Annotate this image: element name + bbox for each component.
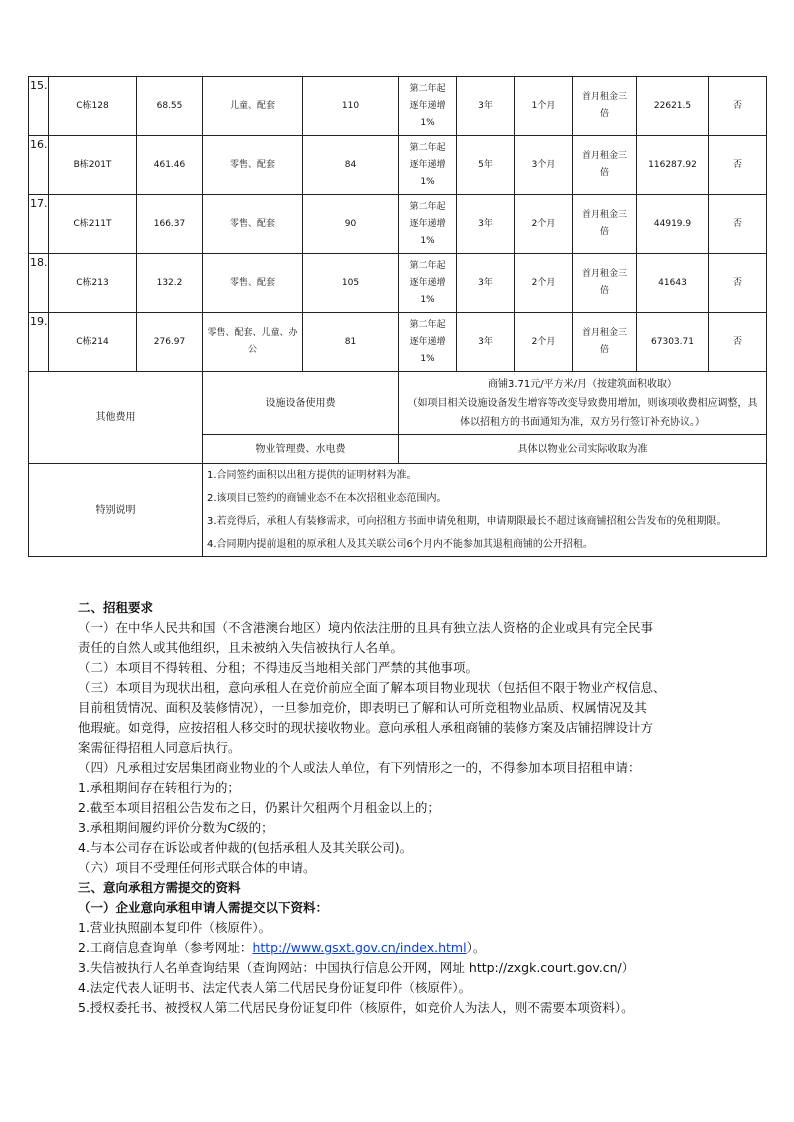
special-notes-row xyxy=(29,464,767,557)
list-item: 3.承租期间履约评价分数为C级的； xyxy=(78,820,274,835)
list-item: 3.失信被执行人名单查询结果（查询网站：中国执行信息公开网，网址 http://zxgk.court.gov.cn/） xyxy=(78,960,635,975)
management-fee-value: 具体以物业公司实际收取为准 xyxy=(399,435,767,464)
increase-cell: 第二年起 逐年递增 1% xyxy=(399,195,457,254)
paragraph-line: 他瑕疵。如竞得，应按招租人移交时的现状接收物业。意向承租人承租商铺的装修方案及店铺招牌设计方 xyxy=(78,720,654,735)
total-cell: 44919.9 xyxy=(637,195,709,254)
total-cell: 22621.5 xyxy=(637,77,709,136)
paragraph-line: （三）本项目为现状出租，意向承租人在竞价前应全面了解本项目物业现状（包括但不限于物业产权信息、 xyxy=(78,680,666,695)
paragraph-line: （四）凡承租过安居集团商业物业的个人或法人单位，有下列情形之一的，不得参加本项目招租申请： xyxy=(78,760,641,775)
list-item: 4.与本公司存在诉讼或者仲裁的(包括承租人及其关联公司)。 xyxy=(78,840,413,855)
list-item: 1.承租期间存在转租行为的； xyxy=(78,780,240,795)
row-number: 15. xyxy=(29,77,49,136)
rent-cell: 105 xyxy=(303,254,399,313)
table-row xyxy=(29,195,767,254)
term-cell: 3年 xyxy=(457,195,515,254)
rent-cell: 90 xyxy=(303,195,399,254)
paragraph-line: （二）本项目不得转租、分租；不得违反当地相关部门严禁的其他事项。 xyxy=(78,660,479,675)
deposit-cell: 首月租金三 倍 xyxy=(573,313,637,372)
rent-cell: 81 xyxy=(303,313,399,372)
gsxt-link[interactable]: http://www.gsxt.gov.cn/index.html xyxy=(252,940,467,955)
deposit-cell: 首月租金三 倍 xyxy=(573,254,637,313)
unit-cell: B栋201T xyxy=(49,136,137,195)
term-cell: 3年 xyxy=(457,254,515,313)
list-item: 1.营业执照副本复印件（核原件）。 xyxy=(78,920,272,935)
special-note: 1.合同签约面积以出租方提供的证明材料为准。 xyxy=(207,470,417,481)
unit-cell: C栋214 xyxy=(49,313,137,372)
section-heading: 二、招租要求 xyxy=(78,600,154,615)
use-cell: 零售、配套 xyxy=(203,136,303,195)
special-note: 2.该项目已签约的商铺业态不在本次招租业态范围内。 xyxy=(207,493,447,504)
total-cell: 67303.71 xyxy=(637,313,709,372)
special-notes-label: 特别说明 xyxy=(29,464,203,557)
paragraph-line: （六）项目不受理任何形式联合体的申请。 xyxy=(78,860,316,875)
unit-cell: C栋213 xyxy=(49,254,137,313)
increase-cell: 第二年起 逐年递增 1% xyxy=(399,254,457,313)
free-period-cell: 1个月 xyxy=(515,77,573,136)
list-item: 4.法定代表人证明书、法定代表人第二代居民身份证复印件（核原件）。 xyxy=(78,980,472,995)
paragraph-line: 案需征得招租人同意后执行。 xyxy=(78,740,241,755)
management-fee-label: 物业管理费、水电费 xyxy=(203,435,399,464)
facility-fee-row xyxy=(29,372,767,435)
special-notes-content xyxy=(203,464,767,557)
free-period-cell: 3个月 xyxy=(515,136,573,195)
increase-cell: 第二年起 逐年递增 1% xyxy=(399,313,457,372)
subsection-heading: （一）企业意向承租申请人需提交以下资料： xyxy=(78,900,329,915)
area-cell: 166.37 xyxy=(137,195,203,254)
rent-cell: 84 xyxy=(303,136,399,195)
flag-cell: 否 xyxy=(709,254,767,313)
special-note: 4.合同期内提前退租的原承租人及其关联公司6个月内不能参加其退租商铺的公开招租。 xyxy=(207,539,593,550)
document-body xyxy=(78,598,758,1018)
lease-table xyxy=(28,76,767,557)
deposit-cell: 首月租金三 倍 xyxy=(573,195,637,254)
paragraph-line: （一）在中华人民共和国（不含港澳台地区）境内依法注册的且具有独立法人资格的企业或具有完全民事 xyxy=(78,620,654,635)
increase-cell: 第二年起 逐年递增 1% xyxy=(399,136,457,195)
table-row xyxy=(29,313,767,372)
table-row xyxy=(29,136,767,195)
term-cell: 3年 xyxy=(457,77,515,136)
term-cell: 3年 xyxy=(457,313,515,372)
free-period-cell: 2个月 xyxy=(515,254,573,313)
area-cell: 68.55 xyxy=(137,77,203,136)
free-period-cell: 2个月 xyxy=(515,195,573,254)
free-period-cell: 2个月 xyxy=(515,313,573,372)
list-item: 2.工商信息查询单（参考网址：http://www.gsxt.gov.cn/index.html）。 xyxy=(78,940,486,955)
area-cell: 461.46 xyxy=(137,136,203,195)
deposit-cell: 首月租金三 倍 xyxy=(573,77,637,136)
increase-cell: 第二年起 逐年递增 1% xyxy=(399,77,457,136)
list-item: 2.截至本项目招租公告发布之日，仍累计欠租两个月租金以上的； xyxy=(78,800,440,815)
unit-cell: C栋128 xyxy=(49,77,137,136)
use-cell: 儿童、配套 xyxy=(203,77,303,136)
flag-cell: 否 xyxy=(709,77,767,136)
total-cell: 41643 xyxy=(637,254,709,313)
special-note: 3.若竞得后，承租人有装修需求，可向招租方书面申请免租期，申请期限最长不超过该商铺招租公告发布的免租期限。 xyxy=(207,516,727,527)
section-heading: 三、意向承租方需提交的资料 xyxy=(78,880,241,895)
term-cell: 5年 xyxy=(457,136,515,195)
paragraph-line: 目前租赁情况、面积及装修情况），一旦参加竞价，即表明已了解和认可所竞租物业品质、权属情况及其 xyxy=(78,700,647,715)
row-number: 16. xyxy=(29,136,49,195)
other-fees-label: 其他费用 xyxy=(29,372,203,464)
flag-cell: 否 xyxy=(709,313,767,372)
area-cell: 276.97 xyxy=(137,313,203,372)
use-cell: 零售、配套、儿童、办公 xyxy=(203,313,303,372)
row-number: 17. xyxy=(29,195,49,254)
facility-fee-value: 商铺3.71元/平方米/月（按建筑面积收取） （如项目相关设施设备发生增容等改变导致费用增加，则该项收费相应调整，具体以招租方的书面通知为准，双方另行签订补充协议。） xyxy=(399,372,767,435)
flag-cell: 否 xyxy=(709,136,767,195)
total-cell: 116287.92 xyxy=(637,136,709,195)
row-number: 19. xyxy=(29,313,49,372)
flag-cell: 否 xyxy=(709,195,767,254)
list-item: 5.授权委托书、被授权人第二代居民身份证复印件（核原件，如竞价人为法人，则不需要本项资料）。 xyxy=(78,1000,634,1015)
use-cell: 零售、配套 xyxy=(203,254,303,313)
row-number: 18. xyxy=(29,254,49,313)
rent-cell: 110 xyxy=(303,77,399,136)
deposit-cell: 首月租金三 倍 xyxy=(573,136,637,195)
use-cell: 零售、配套 xyxy=(203,195,303,254)
facility-fee-label: 设施设备使用费 xyxy=(203,372,399,435)
table-row xyxy=(29,254,767,313)
area-cell: 132.2 xyxy=(137,254,203,313)
unit-cell: C栋211T xyxy=(49,195,137,254)
table-row xyxy=(29,77,767,136)
paragraph-line: 责任的自然人或其他组织，且未被纳入失信被执行人名单。 xyxy=(78,640,404,655)
